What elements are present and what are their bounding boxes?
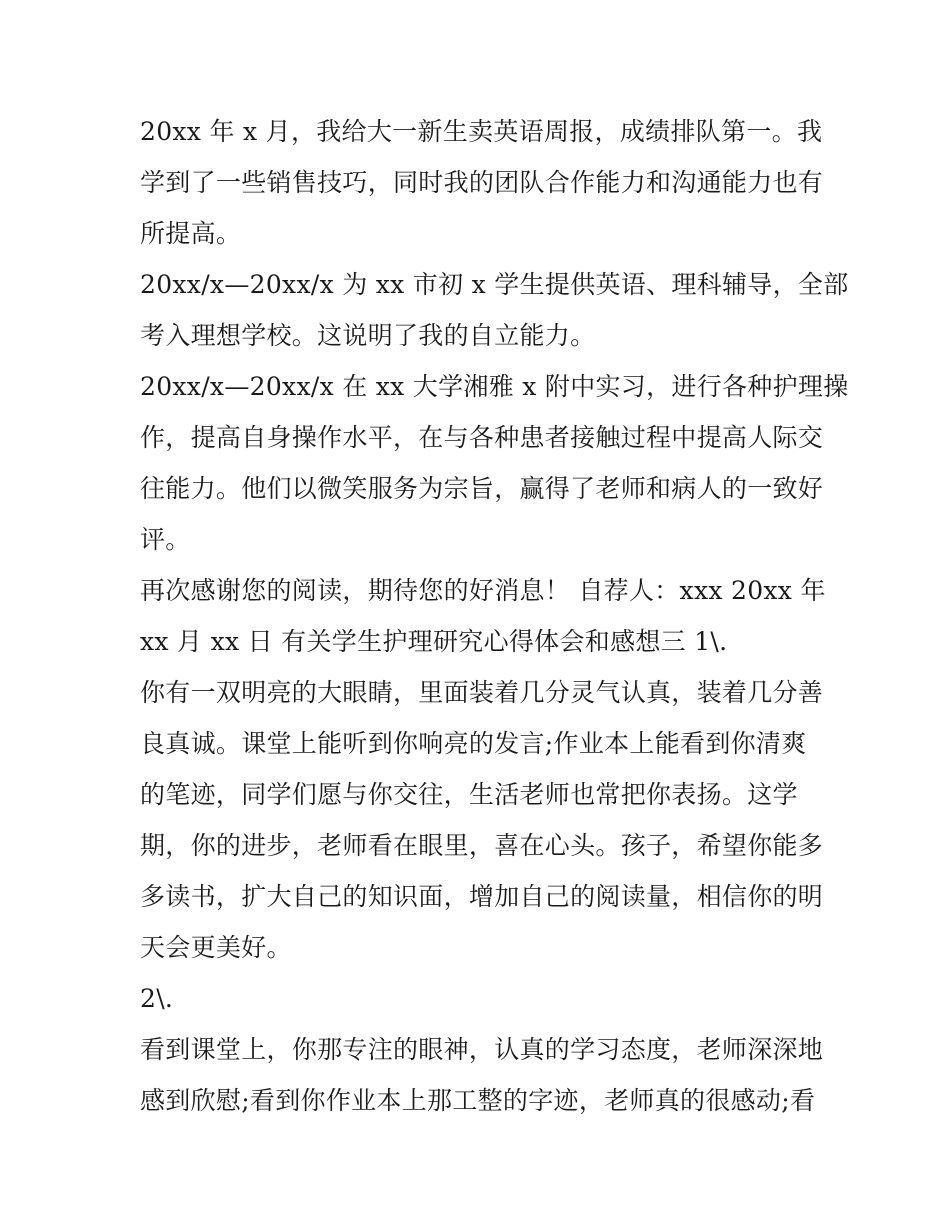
text-line: 评。	[140, 525, 191, 554]
text-line: 良真诚。课堂上能听到你响亮的发言;作业本上能看到你清爽	[140, 729, 807, 758]
text-line: 天会更美好。	[140, 933, 292, 962]
text-line: 作，提高自身操作水平，在与各种患者接触过程中提高人际交	[140, 423, 824, 452]
text-line: 学到了一些销售技巧，同时我的团队合作能力和沟通能力也有	[140, 168, 824, 197]
text-line: 20xx 年 x 月，我给大一新生卖英语周报，成绩排队第一。我	[140, 117, 823, 146]
text-line: 所提高。	[140, 219, 242, 248]
text-line: 2\.	[140, 984, 174, 1013]
text-line: 考入理想学校。这说明了我的自立能力。	[140, 321, 596, 350]
text-line: 往能力。他们以微笑服务为宗旨，赢得了老师和病人的一致好	[140, 474, 824, 503]
text-line: 20xx/x—20xx/x 在 xx 大学湘雅 x 附中实习，进行各种护理操	[140, 372, 849, 401]
text-line: 20xx/x—20xx/x 为 xx 市初 x 学生提供英语、理科辅导，全部	[140, 270, 849, 299]
document-body	[140, 106, 849, 1126]
text-line: 看到课堂上，你那专注的眼神，认真的学习态度，老师深深地	[140, 1035, 824, 1064]
text-line: 再次感谢您的阅读，期待您的好消息！ 自荐人：xxx 20xx 年	[140, 576, 826, 605]
text-line: 的笔迹，同学们愿与你交往，生活老师也常把你表扬。这学	[140, 780, 798, 809]
text-line: 期，你的进步，老师看在眼里，喜在心头。孩子，希望你能多	[140, 831, 824, 860]
text-line: xx 月 xx 日 有关学生护理研究心得体会和感想三 1\.	[140, 627, 728, 656]
text-line: 感到欣慰;看到你作业本上那工整的字迹，老师真的很感动;看	[140, 1086, 816, 1115]
text-line: 你有一双明亮的大眼睛，里面装着几分灵气认真，装着几分善	[140, 678, 824, 707]
text-line: 多读书，扩大自己的知识面，增加自己的阅读量，相信你的明	[140, 882, 824, 911]
